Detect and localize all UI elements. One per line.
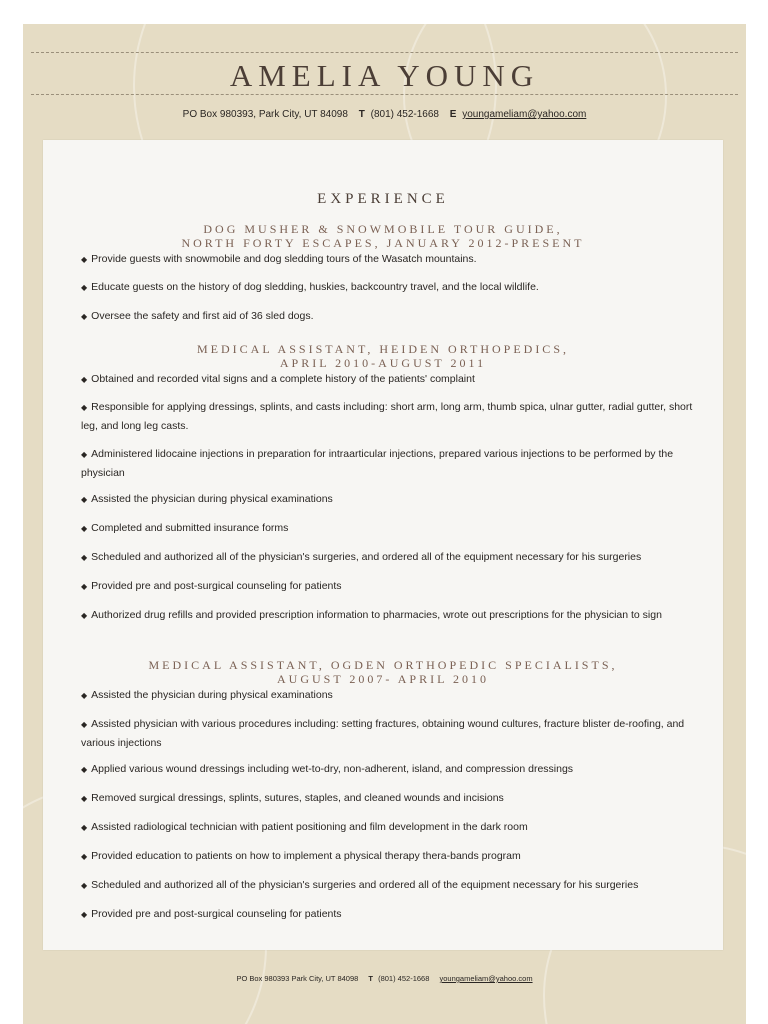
diamond-bullet-icon: ◆	[81, 255, 88, 264]
diamond-bullet-icon: ◆	[81, 910, 88, 919]
contact-address: PO Box 980393, Park City, UT 84098	[182, 109, 348, 120]
contact-email-link[interactable]: youngameliam@yahoo.com	[462, 109, 587, 120]
job-bullet: ◆ Assisted the physician during physical examinations	[81, 689, 333, 701]
header-rule-top	[31, 52, 738, 53]
diamond-bullet-icon: ◆	[81, 312, 88, 321]
diamond-bullet-icon: ◆	[81, 582, 88, 591]
job-bullet: ◆ Provide guests with snowmobile and dog sledding tours of the Wasatch mountains.	[81, 253, 477, 265]
job-title	[43, 658, 723, 686]
diamond-bullet-icon: ◆	[81, 495, 88, 504]
job-bullet: ◆ Administered lidocaine injections in preparation for intraarticular injections, prepared various injections to be performed by the physician	[81, 448, 674, 479]
job-title-line: APRIL 2010-AUGUST 2011	[279, 356, 487, 370]
section-title-experience: EXPERIENCE	[317, 191, 449, 207]
diamond-bullet-icon: ◆	[81, 765, 88, 774]
footer-contact	[23, 974, 746, 983]
job-title	[43, 222, 723, 250]
diamond-bullet-icon: ◆	[81, 794, 88, 803]
job-bullet: ◆ Removed surgical dressings, splints, sutures, staples, and cleaned wounds and incisions	[81, 792, 504, 804]
job-title-line: AUGUST 2007- APRIL 2010	[276, 672, 489, 686]
job-bullet: ◆ Scheduled and authorized all of the physician's surgeries, and ordered all of the equipment necessary for his surgeries	[81, 551, 642, 563]
diamond-bullet-icon: ◆	[81, 611, 88, 620]
diamond-bullet-icon: ◆	[81, 403, 88, 412]
resume-page	[23, 24, 746, 1024]
diamond-bullet-icon: ◆	[81, 375, 88, 384]
diamond-bullet-icon: ◆	[81, 524, 88, 533]
job-title-line: NORTH FORTY ESCAPES, JANUARY 2012-PRESENT	[181, 236, 585, 250]
job-bullet: ◆ Provided pre and post-surgical counseling for patients	[81, 908, 342, 920]
job-bullet: ◆ Authorized drug refills and provided prescription information to pharmacies, wrote out prescriptions for the physician to sign	[81, 609, 662, 621]
job-bullet: ◆ Assisted radiological technician with patient positioning and film development in the dark room	[81, 821, 528, 833]
job-bullet: ◆ Assisted the physician during physical examinations	[81, 493, 333, 505]
contact-info	[23, 109, 746, 120]
email-label: E	[449, 109, 457, 120]
diamond-bullet-icon: ◆	[81, 283, 88, 292]
content-paper	[43, 140, 723, 950]
job-title-line: MEDICAL ASSISTANT, HEIDEN ORTHOPEDICS,	[197, 342, 569, 356]
diamond-bullet-icon: ◆	[81, 691, 88, 700]
job-title-line: DOG MUSHER & SNOWMOBILE TOUR GUIDE,	[203, 222, 563, 236]
footer-phone: (801) 452-1668	[378, 974, 430, 983]
job-bullet: ◆ Provided education to patients on how to implement a physical therapy thera-bands program	[81, 850, 521, 862]
job-bullet: ◆ Obtained and recorded vital signs and a complete history of the patients' complaint	[81, 373, 475, 385]
job-bullet: ◆ Scheduled and authorized all of the physician's surgeries and ordered all of the equipment necessary for his surgeries	[81, 879, 639, 891]
phone-label: T	[358, 109, 365, 120]
job-bullet: ◆ Assisted physician with various procedures including: setting fractures, obtaining wound cultures, fracture blister de-roofing, and various injections	[81, 718, 685, 749]
job-bullet: ◆ Provided pre and post-surgical counseling for patients	[81, 580, 342, 592]
diamond-bullet-icon: ◆	[81, 553, 88, 562]
job-bullet: ◆ Oversee the safety and first aid of 36 sled dogs.	[81, 310, 314, 322]
job-bullet: ◆ Completed and submitted insurance forms	[81, 522, 289, 534]
job-title-line: MEDICAL ASSISTANT, OGDEN ORTHOPEDIC SPECIALISTS,	[148, 658, 618, 672]
header-rule-bottom	[31, 94, 738, 95]
diamond-bullet-icon: ◆	[81, 881, 88, 890]
job-bullet: ◆ Applied various wound dressings including wet-to-dry, non-adherent, island, and compression dressings	[81, 763, 574, 775]
diamond-bullet-icon: ◆	[81, 450, 88, 459]
diamond-bullet-icon: ◆	[81, 823, 88, 832]
job-bullet: ◆ Responsible for applying dressings, splints, and casts including: short arm, long arm, thumb spica, ulnar gutter, radial gutter, short leg, and long leg casts.	[81, 401, 693, 432]
footer-address: PO Box 980393 Park City, UT 84098	[236, 974, 359, 983]
job-title	[43, 342, 723, 370]
job-bullet: ◆ Educate guests on the history of dog sledding, huskies, backcountry travel, and the local wildlife.	[81, 281, 539, 293]
diamond-bullet-icon: ◆	[81, 852, 88, 861]
footer-email-link[interactable]: youngameliam@yahoo.com	[439, 974, 533, 983]
contact-phone: (801) 452-1668	[370, 109, 439, 120]
candidate-name: AMELIA YOUNG	[229, 58, 540, 93]
diamond-bullet-icon: ◆	[81, 720, 88, 729]
footer-phone-label: T	[368, 974, 373, 983]
